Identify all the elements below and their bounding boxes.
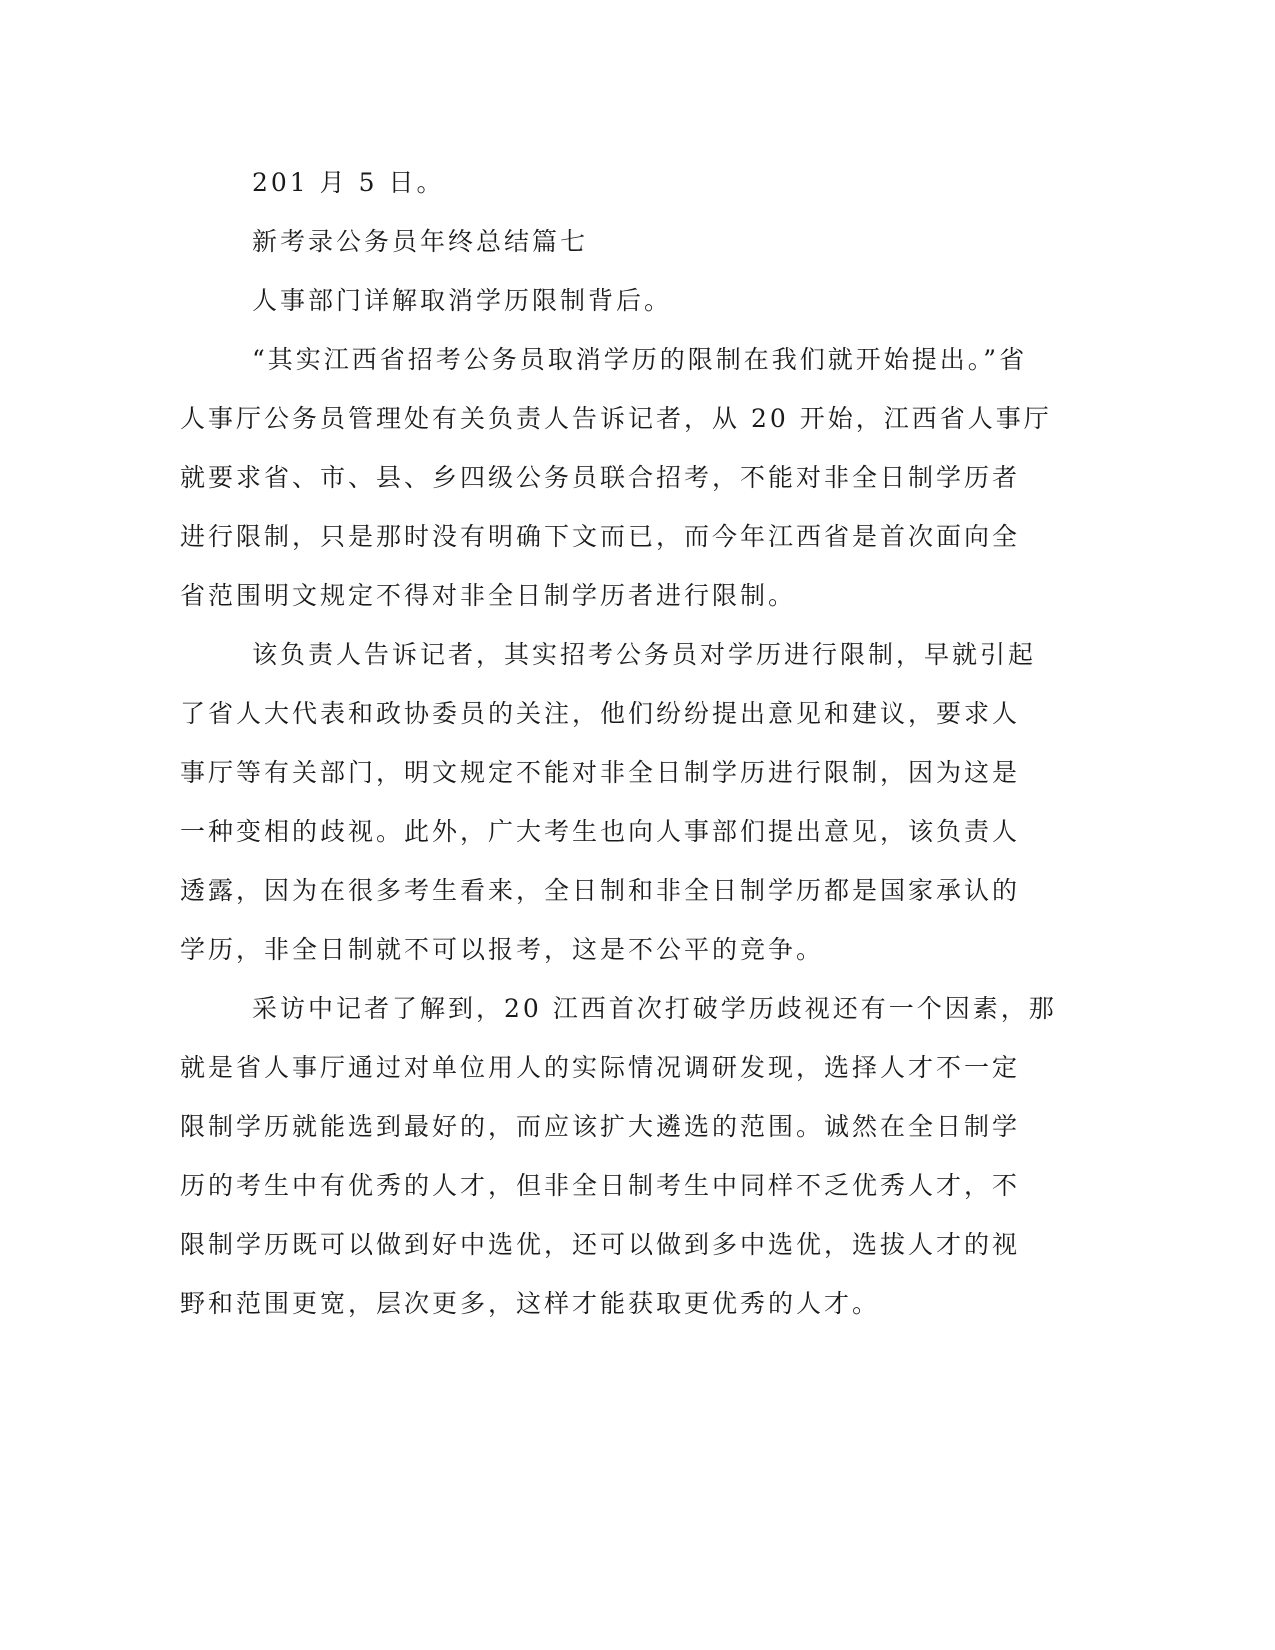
paragraph-2-line: 该负责人告诉记者，其实招考公务员对学历进行限制，早就引起 — [252, 640, 1037, 669]
date-line: 201 月 5 日。 — [252, 168, 445, 197]
subheading: 人事部门详解取消学历限制背后。 — [252, 286, 673, 315]
paragraph-2-line: 事厅等有关部门，明文规定不能对非全日制学历进行限制，因为这是 — [180, 758, 1021, 787]
paragraph-1-line: 进行限制，只是那时没有明确下文而已，而今年江西省是首次面向全 — [180, 522, 1021, 551]
paragraph-1-line: 就要求省、市、县、乡四级公务员联合招考，不能对非全日制学历者 — [180, 463, 1021, 492]
section-heading: 新考录公务员年终总结篇七 — [252, 227, 589, 256]
paragraph-2-line: 学历，非全日制就不可以报考，这是不公平的竞争。 — [180, 935, 825, 964]
paragraph-2-line: 一种变相的歧视。此外，广大考生也向人事部们提出意见，该负责人 — [180, 817, 1021, 846]
paragraph-1-line: 人事厅公务员管理处有关负责人告诉记者，从 20 开始，江西省人事厅 — [180, 404, 1052, 433]
paragraph-3-line: 采访中记者了解到，20 江西首次打破学历歧视还有一个因素，那 — [252, 994, 1057, 1023]
paragraph-3-line: 限制学历既可以做到好中选优，还可以做到多中选优，选拔人才的视 — [180, 1230, 1021, 1259]
paragraph-1-line: “其实江西省招考公务员取消学历的限制在我们就开始提出。”省 — [252, 345, 1028, 374]
paragraph-3-line: 就是省人事厅通过对单位用人的实际情况调研发现，选择人才不一定 — [180, 1053, 1021, 1082]
document-body — [180, 153, 1057, 1333]
paragraph-3-line: 限制学历就能选到最好的，而应该扩大遴选的范围。诚然在全日制学 — [180, 1112, 1021, 1141]
paragraph-1-line: 省范围明文规定不得对非全日制学历者进行限制。 — [180, 581, 797, 610]
paragraph-2-line: 透露，因为在很多考生看来，全日制和非全日制学历都是国家承认的 — [180, 876, 1021, 905]
paragraph-3-line: 历的考生中有优秀的人才，但非全日制考生中同样不乏优秀人才，不 — [180, 1171, 1021, 1200]
paragraph-2-line: 了省人大代表和政协委员的关注，他们纷纷提出意见和建议，要求人 — [180, 699, 1021, 728]
paragraph-3-line: 野和范围更宽，层次更多，这样才能获取更优秀的人才。 — [180, 1289, 881, 1318]
